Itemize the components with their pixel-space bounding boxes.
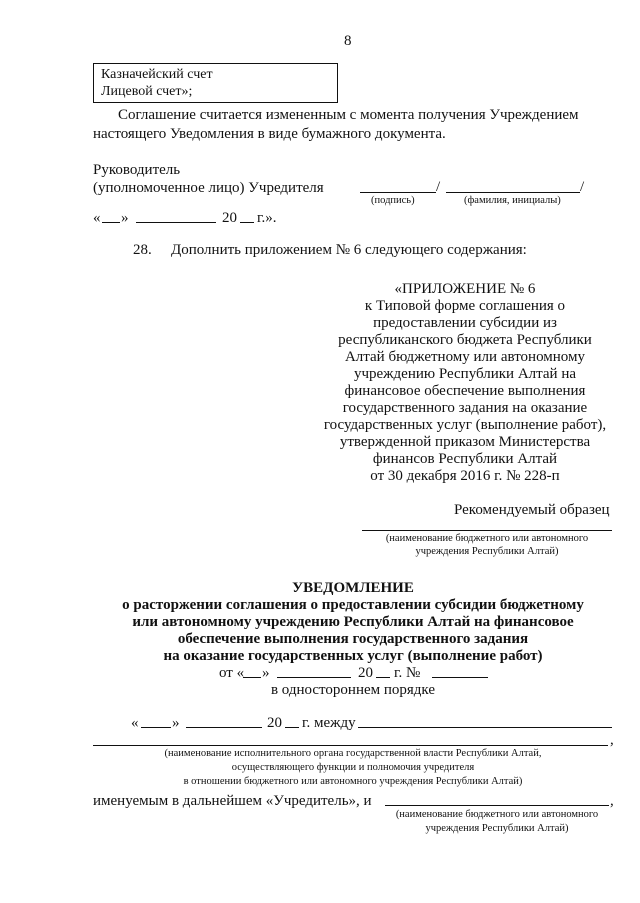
appendix-line: финансов Республики Алтай <box>372 451 558 467</box>
notice-date-prefix: от « <box>219 665 245 681</box>
name-caption: (фамилия, инициалы) <box>464 195 561 206</box>
name-slash: / <box>580 179 585 195</box>
parties-month-line <box>186 727 262 728</box>
signature-line <box>360 192 436 193</box>
notice-number-label: г. № <box>394 665 421 681</box>
authority-caption-line: осуществляющего функции и полномочия учредителя <box>231 762 475 773</box>
parties-year-line <box>285 727 299 728</box>
authority-caption-line: (наименование исполнительного органа государственной власти Республики Алтай, <box>164 748 542 759</box>
notice-date-close: » <box>262 665 270 681</box>
notice-unilateral: в одностороннем порядке <box>270 682 436 698</box>
appendix-line: учреждению Республики Алтай на <box>353 366 577 382</box>
institution-caption-line: учреждения Республики Алтай) <box>425 823 569 834</box>
signatory-year-line <box>240 222 254 223</box>
notice-subtitle-line: или автономному учреждению Республики Алтай на финансовое <box>132 614 574 630</box>
signatory-date-year: 20 <box>222 210 237 226</box>
appendix-line: к Типовой форме соглашения о <box>364 298 566 314</box>
parties-institution-comma: , <box>610 793 614 809</box>
signatory-date-open: « <box>93 210 101 226</box>
notice-subtitle-line: на оказание государственных услуг (выполнение работ) <box>163 648 543 664</box>
personal-account-label: Лицевой счет»; <box>101 84 193 99</box>
signatory-subtitle: (уполномоченное лицо) Учредителя <box>93 180 324 196</box>
founder-text: именуемым в дальнейшем «Учредитель», и <box>93 793 372 809</box>
appendix-line: республиканского бюджета Республики <box>338 332 592 348</box>
institution-caption-line: (наименование бюджетного или автономного <box>395 809 599 820</box>
notice-title: УВЕДОМЛЕНИЕ <box>292 580 414 596</box>
appendix-line: финансовое обеспечение выполнения <box>344 383 586 399</box>
item-number: 28. <box>133 242 152 258</box>
notice-year-line <box>376 677 390 678</box>
parties-date-close: » <box>172 715 180 731</box>
agreement-note-line2: настоящего Уведомления в виде бумажного документа. <box>93 126 446 142</box>
appendix-line: государственных услуг (выполнение работ), <box>323 417 607 433</box>
treasury-account-label: Казначейский счет <box>101 67 213 82</box>
appendix-line: Алтай бюджетному или автономному <box>344 349 586 365</box>
signature-caption: (подпись) <box>371 195 415 206</box>
name-line <box>446 192 580 193</box>
parties-date-year: 20 <box>267 715 282 731</box>
appendix-line: от 30 декабря 2016 г. № 228-п <box>370 468 560 484</box>
signatory-date-suffix: г.». <box>257 210 277 226</box>
item-text: Дополнить приложением № 6 следующего содержания: <box>171 242 527 258</box>
signature-slash: / <box>436 179 441 195</box>
parties-between: г. между <box>302 715 356 731</box>
appendix-line: утвержденной приказом Министерства <box>339 434 591 450</box>
parties-institution-line <box>385 805 609 806</box>
signatory-title: Руководитель <box>93 162 181 178</box>
appendix-line: государственного задания на оказание <box>342 400 588 416</box>
parties-day-line <box>141 727 171 728</box>
parties-date-open: « <box>131 715 139 731</box>
appendix-line: предоставлении субсидии из <box>373 315 557 331</box>
notice-subtitle-line: о расторжении соглашения о предоставлении субсидии бюджетному <box>122 597 584 613</box>
page-number: 8 <box>344 33 352 49</box>
authority-caption-line: в отношении бюджетного или автономного учреждения Республики Алтай) <box>183 776 523 787</box>
notice-subtitle-line: обеспечение выполнения государственного задания <box>177 631 529 647</box>
institution-caption-line1: (наименование бюджетного или автономного <box>385 533 589 544</box>
parties-authority-comma: , <box>610 732 614 748</box>
notice-month-line <box>277 677 351 678</box>
parties-authority-line-2 <box>93 745 608 746</box>
parties-authority-line-1 <box>358 727 612 728</box>
institution-name-line <box>362 530 612 531</box>
agreement-note-line1: Соглашение считается измененным с момента получения Учреждением <box>118 107 579 123</box>
appendix-line: «ПРИЛОЖЕНИЕ № 6 <box>394 281 536 297</box>
signatory-month-line <box>136 222 216 223</box>
institution-caption-line2: учреждения Республики Алтай) <box>415 546 559 557</box>
notice-date-year: 20 <box>358 665 373 681</box>
signatory-day-line <box>102 222 120 223</box>
notice-day-line <box>243 677 261 678</box>
notice-number-line <box>432 677 488 678</box>
recommended-sample-label: Рекомендуемый образец <box>454 502 610 518</box>
signatory-date-close: » <box>121 210 129 226</box>
